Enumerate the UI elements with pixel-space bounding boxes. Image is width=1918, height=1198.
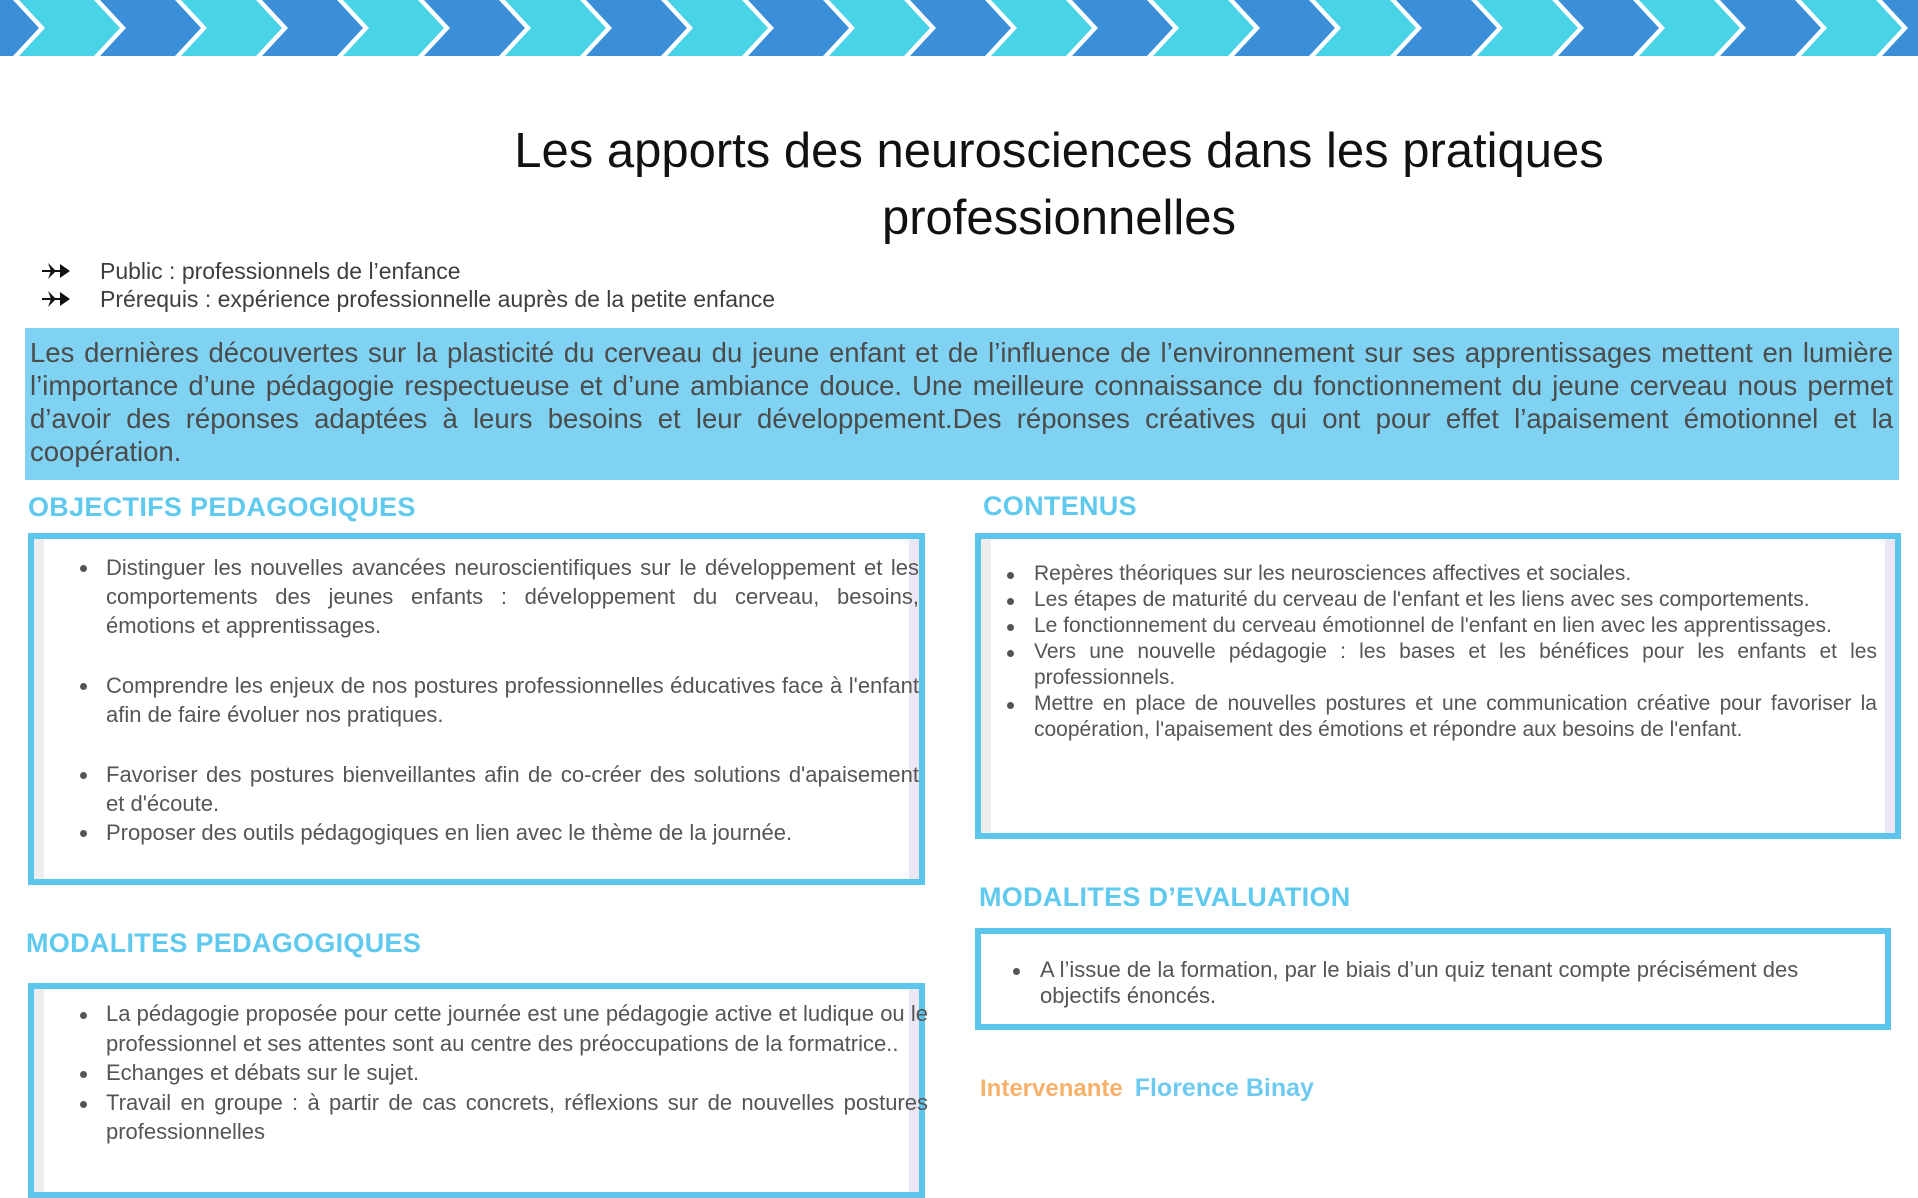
list-item: Les étapes de maturité du cerveau de l'enfant et les liens avec ses comportements. bbox=[997, 587, 1877, 613]
objectifs-heading: OBJECTIFS PEDAGOGIQUES bbox=[28, 492, 416, 522]
speaker bbox=[980, 1074, 1314, 1103]
contenus-card bbox=[975, 533, 1901, 839]
meta-public-text: Public : professionnels de l’enfance bbox=[100, 257, 461, 284]
meta-list bbox=[42, 257, 775, 313]
list-item: Repères théoriques sur les neurosciences affectives et sociales. bbox=[997, 561, 1877, 587]
page-title: Les apports des neurosciences dans les pratiques professionnelles bbox=[514, 124, 1604, 245]
arrow-right-icon bbox=[42, 289, 100, 309]
evaluation-list bbox=[1003, 957, 1851, 1009]
evaluation-heading: MODALITES D’EVALUATION bbox=[979, 882, 1351, 912]
modalites-pedagogiques-list bbox=[76, 999, 928, 1147]
objectifs-card bbox=[28, 533, 925, 885]
meta-prerequis bbox=[42, 285, 775, 313]
list-item: Comprendre les enjeux de nos postures professionnelles éducatives face à l'enfant afin de faire évoluer nos pratiques. bbox=[76, 671, 919, 729]
contenus-list bbox=[997, 561, 1877, 743]
list-item: Mettre en place de nouvelles postures et une communication créative pour favoriser la coopération, l'apaisement des émotions et répondre aux besoins de l'enfant. bbox=[997, 691, 1877, 743]
list-item: Echanges et débats sur le sujet. bbox=[76, 1058, 928, 1088]
chevron-banner bbox=[0, 0, 1918, 60]
meta-prerequis-text: Prérequis : expérience professionnelle auprès de la petite enfance bbox=[100, 285, 776, 312]
list-item: Favoriser des postures bienveillantes afin de co-créer des solutions d'apaisement et d'écoute. bbox=[76, 760, 919, 818]
list-item: La pédagogie proposée pour cette journée est une pédagogie active et ludique ou le professionnel et ses attentes sont au centre des préoccupations de la formatrice.. bbox=[76, 999, 928, 1058]
chevron-pattern-icon bbox=[0, 0, 1918, 60]
objectifs-list bbox=[76, 553, 919, 847]
list-item: Le fonctionnement du cerveau émotionnel de l'enfant en lien avec les apprentissages. bbox=[997, 613, 1877, 639]
evaluation-card bbox=[975, 928, 1891, 1030]
intro-text: Les dernières découvertes sur la plasticité du cerveau du jeune enfant et de l’influence de l’environnement sur ses apprentissages mettent en lumière l’importance d’une pédagogie respectueuse et d’une ambiance douce. Une meilleure connaissance du fonctionnement du jeune cerveau nous permet d’avoir des réponses adaptées à leurs besoins et leur développement.Des réponses créatives qui ont pour effet l’apaisement émotionnel et la coopération. bbox=[30, 337, 1893, 467]
list-item: A l’issue de la formation, par le biais d’un quiz tenant compte précisément des objectifs énoncés. bbox=[1003, 957, 1851, 1009]
modalites-pedagogiques-card bbox=[28, 983, 928, 1198]
meta-public bbox=[42, 257, 775, 285]
list-item: Vers une nouvelle pédagogie : les bases et les bénéfices pour les enfants et les professionnels. bbox=[997, 639, 1877, 691]
arrow-right-icon bbox=[42, 261, 100, 281]
list-item: Distinguer les nouvelles avancées neuroscientifiques sur le développement et les comportements des jeunes enfants : développement du cerveau, besoins, émotions et apprentissages. bbox=[76, 553, 919, 640]
contenus-heading: CONTENUS bbox=[983, 491, 1137, 521]
speaker-name: Florence Binay bbox=[1134, 1074, 1314, 1102]
speaker-label: Intervenante bbox=[980, 1075, 1123, 1102]
modalites-pedagogiques-heading: MODALITES PEDAGOGIQUES bbox=[26, 928, 422, 958]
intro-box bbox=[25, 328, 1899, 480]
list-item: Proposer des outils pédagogiques en lien avec le thème de la journée. bbox=[76, 818, 919, 847]
list-item: Travail en groupe : à partir de cas concrets, réflexions sur de nouvelles postures professionnelles bbox=[76, 1088, 928, 1147]
